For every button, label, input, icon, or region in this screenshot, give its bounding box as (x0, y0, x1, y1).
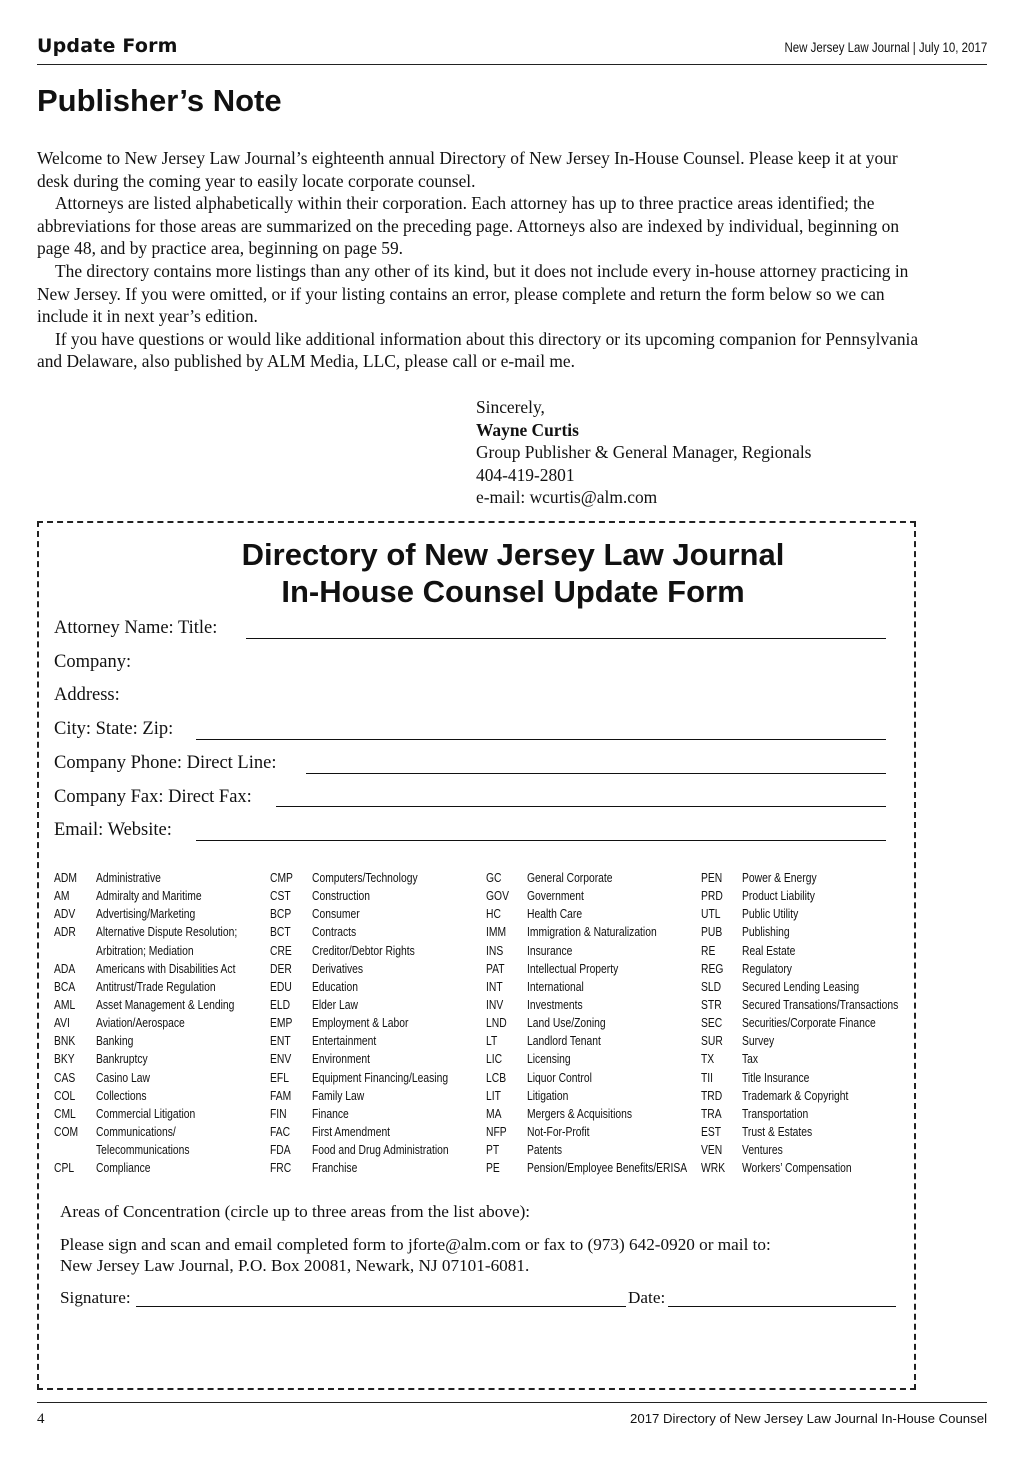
abbreviation-code: EDU (270, 979, 292, 994)
fax-label: Company Fax: Direct Fax: (54, 787, 252, 807)
abbreviation-row (701, 978, 933, 996)
abbreviation-label: Casino Law (96, 1070, 150, 1085)
abbreviation-row (54, 1014, 268, 1032)
abbreviation-label: Education (312, 979, 358, 994)
abbreviation-code: HC (486, 907, 501, 922)
page-number: 4 (37, 1411, 45, 1427)
mailing-address: New Jersey Law Journal, P.O. Box 20081, Newark, NJ 07101-6081. (60, 1256, 530, 1275)
abbreviation-row (270, 869, 479, 887)
abbreviation-row (486, 923, 722, 941)
form-title-line: Directory of New Jersey Law Journal (241, 537, 785, 572)
abbreviation-row (54, 1105, 268, 1123)
abbreviation-code: IMM (486, 925, 507, 940)
abbreviation-code: ADA (54, 961, 76, 976)
abbreviation-code: TX (701, 1052, 715, 1067)
closing: Sincerely, (476, 397, 545, 417)
abbreviation-label: Contracts (312, 925, 357, 940)
abbreviation-label: Litigation (527, 1088, 569, 1103)
abbreviation-code: UTL (701, 907, 721, 922)
abbreviation-row (701, 869, 933, 887)
form-title-line: In-House Counsel Update Form (281, 574, 745, 609)
abbreviation-label: Administrative (96, 871, 161, 885)
abbreviation-row (54, 869, 268, 887)
abbreviation-row (270, 923, 479, 941)
abbreviation-code: FRC (270, 1161, 292, 1176)
signer-email[interactable]: e-mail: wcurtis@alm.com (476, 487, 658, 508)
abbreviation-code: NFP (486, 1124, 507, 1139)
abbreviation-row (270, 887, 479, 905)
email-website-label: Email: Website: (54, 820, 172, 840)
abbreviation-row (701, 1123, 933, 1141)
abbreviation-row (486, 996, 722, 1014)
abbreviation-label: General Corporate (527, 871, 613, 885)
abbreviation-code: PAT (486, 961, 505, 976)
abbreviation-label: Immigration & Naturalization (527, 925, 657, 940)
fax-field[interactable] (276, 806, 886, 807)
abbreviation-code: ADM (54, 871, 77, 885)
abbreviation-column (270, 869, 479, 1177)
publication-date: New Jersey Law Journal | July 10, 2017 (784, 39, 987, 55)
abbreviation-code: TRD (701, 1088, 723, 1103)
abbreviation-code: BNK (54, 1034, 76, 1049)
abbreviation-row (486, 887, 722, 905)
abbreviation-row (54, 905, 268, 923)
abbreviation-row (54, 1159, 268, 1177)
abbreviation-label: Arbitration; Mediation (96, 943, 194, 958)
abbreviation-row (270, 978, 479, 996)
submit-instruction: Please sign and scan and email completed form to jforte@alm.com or fax to (973) 642-0920 or mail to: (60, 1235, 771, 1254)
abbreviation-label: Communications/ (96, 1124, 176, 1139)
abbreviation-label: Entertainment (312, 1034, 377, 1049)
address-label: Address: (54, 685, 120, 705)
abbreviation-code: AML (54, 997, 76, 1012)
abbreviation-column (486, 869, 722, 1177)
abbreviation-code: ADR (54, 925, 76, 940)
abbreviation-row (54, 887, 268, 905)
abbreviation-label: Pension/Employee Benefits/ERISA (527, 1161, 688, 1176)
abbreviation-label: Patents (527, 1143, 563, 1158)
abbreviation-row (54, 1032, 268, 1050)
abbreviation-code: MA (486, 1106, 502, 1121)
abbreviation-code: BCT (270, 925, 291, 940)
abbreviation-label: Workers’ Compensation (742, 1161, 852, 1176)
abbreviation-label: Admiralty and Maritime (96, 889, 202, 904)
letter-paragraph: Attorneys are listed alphabetically within their corporation. Each attorney has up to three practice areas identified; the abbreviations for those areas are summarized on the preceding page. Attorneys also are indexed by individual, beginning on page 48, and by practice area, beginning on page 59. (37, 193, 900, 259)
letter-paragraph: Welcome to New Jersey Law Journal’s eighteenth annual Directory of New Jersey In-House Counsel. Please keep it at your desk during the coming year to easily locate corporate counsel. (37, 148, 898, 191)
abbreviation-label: International (527, 979, 584, 994)
abbreviation-code: PRD (701, 889, 723, 904)
abbreviation-code: ELD (270, 997, 291, 1012)
abbreviation-code: EMP (270, 1016, 293, 1031)
abbreviation-code: ENV (270, 1052, 292, 1067)
abbreviation-label: Intellectual Property (527, 961, 619, 976)
abbreviation-label: Aviation/Aerospace (96, 1016, 185, 1031)
abbreviation-label: Construction (312, 889, 370, 904)
abbreviation-row (701, 1105, 933, 1123)
abbreviation-label: Product Liability (742, 889, 815, 904)
abbreviation-row (486, 1014, 722, 1032)
section-label: Update Form (37, 35, 178, 57)
signer-title: Group Publisher & General Manager, Regionals (476, 442, 812, 463)
abbreviation-column (701, 869, 933, 1177)
letter-paragraph: The directory contains more listings than any other of its kind, but it does not include every in-house attorney practicing in New Jersey. If you were omitted, or if your listing contains an error, please complete and return the form below so we can include it in next year’s edition. (37, 260, 909, 327)
abbreviation-code: SEC (701, 1016, 723, 1031)
abbreviation-label: Banking (96, 1034, 134, 1049)
abbreviation-code: SLD (701, 979, 722, 994)
abbreviation-row (701, 1069, 933, 1087)
abbreviation-code: RE (701, 943, 716, 958)
abbreviation-code: CMP (270, 871, 293, 885)
abbreviation-code: LIT (486, 1088, 501, 1103)
abbreviation-label: Not-For-Profit (527, 1124, 590, 1139)
abbreviation-label: Derivatives (312, 961, 364, 976)
abbreviation-row (270, 1087, 479, 1105)
signature-field[interactable] (136, 1306, 626, 1307)
abbreviation-label: Environment (312, 1052, 370, 1067)
abbreviation-row (270, 1123, 479, 1141)
abbreviation-label: Ventures (742, 1143, 783, 1158)
abbreviation-label: Government (527, 889, 584, 904)
abbreviation-row (54, 942, 268, 960)
abbreviation-label: Public Utility (742, 907, 799, 922)
abbreviation-row (701, 905, 933, 923)
abbreviation-row (486, 905, 722, 923)
signer-phone: 404-419-2801 (476, 464, 575, 485)
abbreviation-row (701, 960, 933, 978)
abbreviation-code: PUB (701, 925, 723, 940)
abbreviation-row (270, 1141, 479, 1159)
page-title: Publisher’s Note (37, 83, 282, 118)
abbreviation-code: PT (486, 1143, 500, 1158)
abbreviation-label: Landlord Tenant (527, 1034, 601, 1049)
letter-paragraph: If you have questions or would like additional information about this directory or its upcoming companion for Pennsylvania and Delaware, also published by ALM Media, LLC, please call or e-mail me. (37, 328, 919, 372)
abbreviation-label: Tax (742, 1052, 759, 1067)
abbreviation-code: GC (486, 871, 502, 885)
abbreviation-row (486, 942, 722, 960)
form-title (0, 536, 1024, 610)
abbreviation-row (486, 1069, 722, 1087)
abbreviation-code: SUR (701, 1034, 723, 1049)
abbreviation-row (701, 1032, 933, 1050)
abbreviation-label: Antitrust/Trade Regulation (96, 979, 216, 994)
abbreviation-row (270, 1069, 479, 1087)
abbreviation-code: VEN (701, 1143, 723, 1158)
abbreviation-label: Creditor/Debtor Rights (312, 943, 415, 958)
abbreviation-code: FAM (270, 1088, 292, 1103)
abbreviation-code: CST (270, 889, 291, 904)
abbreviation-label: Liquor Control (527, 1070, 592, 1085)
abbreviation-label: Secured Transations/Transactions (742, 997, 899, 1012)
abbreviation-label: Alternative Dispute Resolution; (96, 925, 238, 940)
abbreviation-code: PE (486, 1161, 500, 1176)
abbreviation-row (701, 923, 933, 941)
abbreviation-row (270, 1159, 479, 1177)
abbreviation-label: Equipment Financing/Leasing (312, 1070, 449, 1085)
abbreviation-code: BCA (54, 979, 76, 994)
abbreviation-row (270, 1032, 479, 1050)
abbreviation-code: COL (54, 1088, 76, 1103)
abbreviation-row (486, 1032, 722, 1050)
abbreviation-code: GOV (486, 889, 509, 904)
abbreviation-row (486, 1087, 722, 1105)
abbreviation-row (486, 1159, 722, 1177)
city-state-zip-label: City: State: Zip: (54, 719, 174, 739)
abbreviation-code: LIC (486, 1052, 503, 1067)
abbreviation-code: CML (54, 1106, 76, 1121)
abbreviation-label: Land Use/Zoning (527, 1016, 606, 1031)
abbreviation-label: Asset Management & Lending (96, 997, 235, 1012)
abbreviation-row (270, 1014, 479, 1032)
abbreviation-code: STR (701, 997, 722, 1012)
footer-publication: 2017 Directory of New Jersey Law Journal In-House Counsel (630, 1411, 987, 1426)
abbreviation-label: Mergers & Acquisitions (527, 1106, 633, 1121)
abbreviation-label: Investments (527, 997, 583, 1012)
abbreviation-code: CPL (54, 1161, 75, 1176)
abbreviation-label: Elder Law (312, 997, 358, 1012)
abbreviation-row (270, 1050, 479, 1068)
name-title-label: Attorney Name: Title: (54, 618, 218, 638)
abbreviation-row (54, 923, 268, 941)
abbreviation-row (701, 1050, 933, 1068)
abbreviation-row (701, 942, 933, 960)
name-title-field[interactable] (246, 638, 886, 639)
abbreviation-code: WRK (701, 1161, 726, 1176)
abbreviation-code: INS (486, 943, 504, 958)
abbreviation-row (486, 1123, 722, 1141)
abbreviation-code: FIN (270, 1106, 287, 1121)
abbreviation-label: Regulatory (742, 961, 792, 976)
abbreviation-label: Computers/Technology (312, 871, 418, 885)
publisher-letter (37, 147, 922, 373)
abbreviation-label: Consumer (312, 907, 360, 922)
abbreviation-row (54, 1069, 268, 1087)
abbreviation-label: Title Insurance (742, 1070, 810, 1085)
abbreviation-label: Franchise (312, 1161, 358, 1176)
abbreviation-row (486, 869, 722, 887)
abbreviation-row (701, 1014, 933, 1032)
abbreviation-label: Health Care (527, 907, 583, 922)
abbreviation-row (270, 905, 479, 923)
abbreviation-label: Secured Lending Leasing (742, 979, 860, 994)
abbreviation-row (701, 887, 933, 905)
signer-name: Wayne Curtis (476, 419, 579, 440)
abbreviation-code: BKY (54, 1052, 75, 1067)
abbreviation-code: COM (54, 1124, 79, 1139)
abbreviation-code: INT (486, 979, 503, 994)
abbreviation-label: Family Law (312, 1088, 365, 1103)
abbreviation-label: Commercial Litigation (96, 1106, 196, 1121)
abbreviation-code: AVI (54, 1016, 70, 1031)
areas-instruction: Areas of Concentration (circle up to three areas from the list above): (60, 1202, 531, 1221)
abbreviation-code: AM (54, 889, 70, 904)
abbreviation-label: Transportation (742, 1106, 809, 1121)
abbreviation-code: ENT (270, 1034, 291, 1049)
email-website-field[interactable] (196, 840, 886, 841)
abbreviation-row (54, 1141, 268, 1159)
abbreviation-row (270, 996, 479, 1014)
phone-label: Company Phone: Direct Line: (54, 753, 277, 773)
abbreviation-row (701, 1159, 933, 1177)
abbreviation-row (486, 1141, 722, 1159)
signature-block (476, 396, 811, 509)
abbreviation-code: PEN (701, 871, 723, 885)
abbreviation-label: Licensing (527, 1052, 571, 1067)
abbreviation-row (54, 1087, 268, 1105)
abbreviation-label: Americans with Disabilities Act (96, 961, 236, 976)
abbreviation-row (54, 996, 268, 1014)
abbreviation-code: FDA (270, 1143, 291, 1158)
abbreviation-code: FAC (270, 1124, 291, 1139)
abbreviation-code: LT (486, 1034, 498, 1049)
abbreviation-row (486, 960, 722, 978)
abbreviation-code: INV (486, 997, 504, 1012)
abbreviation-row (486, 1050, 722, 1068)
header-divider (37, 64, 987, 65)
abbreviation-label: Publishing (742, 925, 790, 940)
abbreviation-row (701, 1087, 933, 1105)
abbreviation-label: Bankruptcy (96, 1052, 148, 1067)
abbreviation-label: First Amendment (312, 1124, 391, 1139)
phone-field[interactable] (306, 773, 886, 774)
abbreviation-code (54, 1141, 88, 1159)
abbreviation-row (486, 978, 722, 996)
footer-divider (37, 1402, 987, 1403)
abbreviation-row (270, 942, 479, 960)
abbreviation-code: LCB (486, 1070, 507, 1085)
date-label: Date: (628, 1288, 666, 1307)
abbreviation-label: Trademark & Copyright (742, 1088, 849, 1103)
abbreviation-row (270, 1105, 479, 1123)
abbreviation-code: LND (486, 1016, 507, 1031)
abbreviation-code: DER (270, 961, 292, 976)
abbreviation-column (54, 869, 268, 1177)
abbreviation-label: Compliance (96, 1161, 151, 1176)
abbreviation-row (701, 996, 933, 1014)
abbreviation-code: CAS (54, 1070, 76, 1085)
abbreviation-row (54, 1123, 268, 1141)
city-state-zip-field[interactable] (196, 739, 886, 740)
abbreviation-row (54, 1050, 268, 1068)
abbreviation-code: BCP (270, 907, 292, 922)
abbreviation-code: EST (701, 1124, 722, 1139)
abbreviation-label: Finance (312, 1106, 349, 1121)
abbreviation-row (54, 960, 268, 978)
abbreviation-row (270, 960, 479, 978)
abbreviation-row (486, 1105, 722, 1123)
abbreviation-label: Power & Energy (742, 871, 817, 885)
abbreviation-label: Real Estate (742, 943, 796, 958)
abbreviation-label: Employment & Labor (312, 1016, 409, 1031)
date-field[interactable] (668, 1306, 896, 1307)
abbreviation-label: Survey (742, 1034, 775, 1049)
abbreviation-label: Trust & Estates (742, 1124, 813, 1139)
abbreviation-code: EFL (270, 1070, 289, 1085)
abbreviation-label: Telecommunications (96, 1143, 190, 1158)
abbreviation-code: CRE (270, 943, 292, 958)
abbreviation-label: Collections (96, 1088, 147, 1103)
company-label: Company: (54, 652, 132, 672)
abbreviation-code: ADV (54, 907, 76, 922)
abbreviation-label: Securities/Corporate Finance (742, 1016, 876, 1031)
abbreviation-label: Advertising/Marketing (96, 907, 196, 922)
abbreviation-row (701, 1141, 933, 1159)
abbreviation-code: REG (701, 961, 724, 976)
abbreviation-code: TRA (701, 1106, 722, 1121)
abbreviation-label: Insurance (527, 943, 573, 958)
signature-label: Signature: (60, 1288, 131, 1307)
abbreviation-label: Food and Drug Administration (312, 1143, 449, 1158)
abbreviation-row (54, 978, 268, 996)
abbreviation-code: TII (701, 1070, 714, 1085)
abbreviation-code (54, 942, 88, 960)
